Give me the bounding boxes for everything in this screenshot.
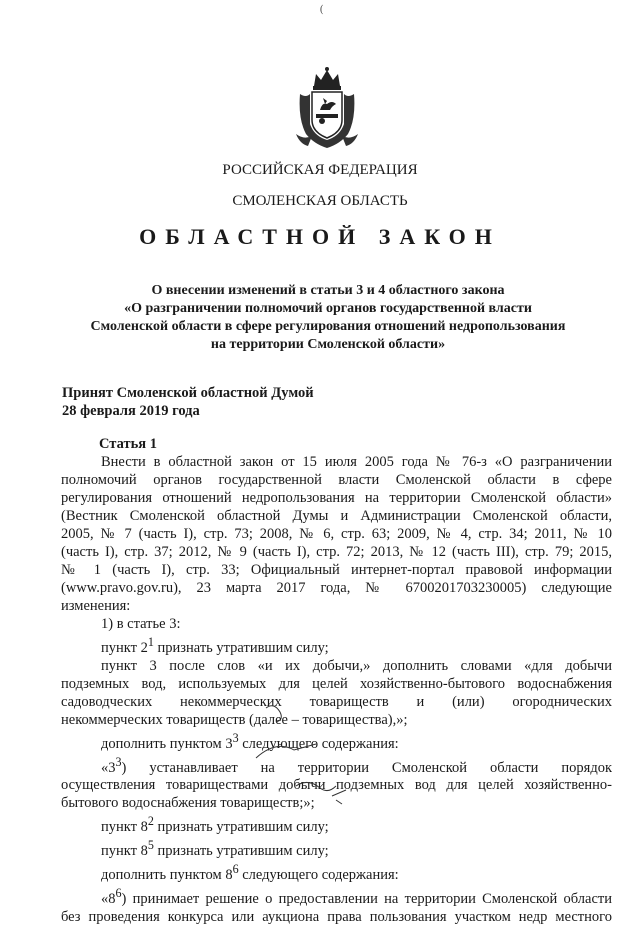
adoption-info bbox=[62, 384, 314, 420]
amendment-line: дополнить пунктом $3^3$ следующего содержания: bbox=[101, 730, 399, 752]
paragraph-line: № 1 (часть I), стр. 33; Официальный интернет-портал правовой информации bbox=[61, 562, 612, 578]
article-title: Статья 1 bbox=[99, 436, 157, 452]
law-subject bbox=[0, 282, 640, 354]
document-type-title: ОБЛАСТНОЙ ЗАКОН bbox=[139, 224, 501, 249]
adopted-by: Принят Смоленской областной Думой bbox=[62, 385, 314, 401]
paragraph-line: (часть I), стр. 37; 2012, № 9 (часть I), стр. 72; 2013, № 12 (часть III), стр. 79; 2015, bbox=[61, 544, 612, 560]
paragraph-line: садоводческих некоммерческих товариществ и (или) огороднических bbox=[61, 693, 612, 710]
top-margin-mark: ( bbox=[320, 4, 324, 15]
subject-line: Смоленской области в сфере регулирования отношений недропользования bbox=[90, 319, 566, 334]
subject-line: «О разграничении полномочий органов государственной власти bbox=[124, 301, 532, 316]
item-heading: 1) в статье 3: bbox=[101, 616, 181, 632]
paragraph-line: изменения: bbox=[61, 598, 131, 614]
paragraph-line: полномочий органов государственной власти Смоленской области в сфере bbox=[61, 472, 612, 488]
amendment-line: пункт $8^5$ признать утратившим силу; bbox=[101, 838, 329, 860]
subject-line: О внесении изменений в статьи 3 и 4 областного закона bbox=[151, 283, 505, 298]
paragraph-line: бытового водоснабжения товариществ;»; bbox=[61, 795, 315, 812]
paragraph-line: Внести в областной закон от 15 июля 2005 года № 76-з «О разграничении bbox=[101, 454, 612, 470]
paragraph-line: (www.pravo.gov.ru), 23 марта 2017 года, № 6700201703230005) следующие bbox=[61, 580, 612, 596]
region-name: СМОЛЕНСКАЯ ОБЛАСТЬ bbox=[232, 193, 408, 209]
amendment-line: дополнить пунктом $8^6$ следующего содержания: bbox=[101, 862, 399, 883]
quoted-line: «$3^3$) устанавливает на территории Смоленской области порядок bbox=[101, 754, 612, 776]
smolensk-coat-of-arms-icon bbox=[292, 64, 362, 150]
amendment-line: пункт $8^2$ признать утратившим силу; bbox=[101, 814, 329, 836]
paragraph-line: пункт 3 после слов «и их добычи,» дополнить словами «для добычи bbox=[101, 657, 612, 674]
adoption-date: 28 февраля 2019 года bbox=[62, 403, 200, 419]
amendment-line: пункт $2^1$ признать утратившим силу; bbox=[101, 635, 329, 656]
paragraph-line: 2005, № 7 (часть I), стр. 73; 2008, № 6, стр. 63; 2009, № 4, стр. 34; 2011, № 10 bbox=[61, 526, 612, 542]
paragraph-line: некоммерческих товариществ (далее – товарищества),»; bbox=[61, 711, 408, 728]
paragraph-line: (Вестник Смоленской областной Думы и Администрации Смоленской области, bbox=[61, 508, 612, 524]
document-body bbox=[61, 435, 612, 926]
quoted-line: «$8^6$) принимает решение о предоставлении на территории Смоленской области bbox=[101, 885, 612, 907]
paragraph-line: без проведения конкурса или аукциона права пользования участком недр местного bbox=[61, 908, 612, 925]
country-name: РОССИЙСКАЯ ФЕДЕРАЦИЯ bbox=[222, 162, 418, 178]
paragraph-line: подземных вод, используемых для целей хозяйственно-бытового водоснабжения bbox=[61, 675, 612, 692]
handwritten-initials-mark bbox=[196, 700, 396, 820]
subject-line: на территории Смоленской области» bbox=[210, 337, 446, 352]
paragraph-line: регулирования отношений недропользования на территории Смоленской области» bbox=[61, 490, 612, 506]
paragraph-line: осуществления товариществами добычи подземных вод для целей хозяйственно- bbox=[61, 777, 612, 794]
